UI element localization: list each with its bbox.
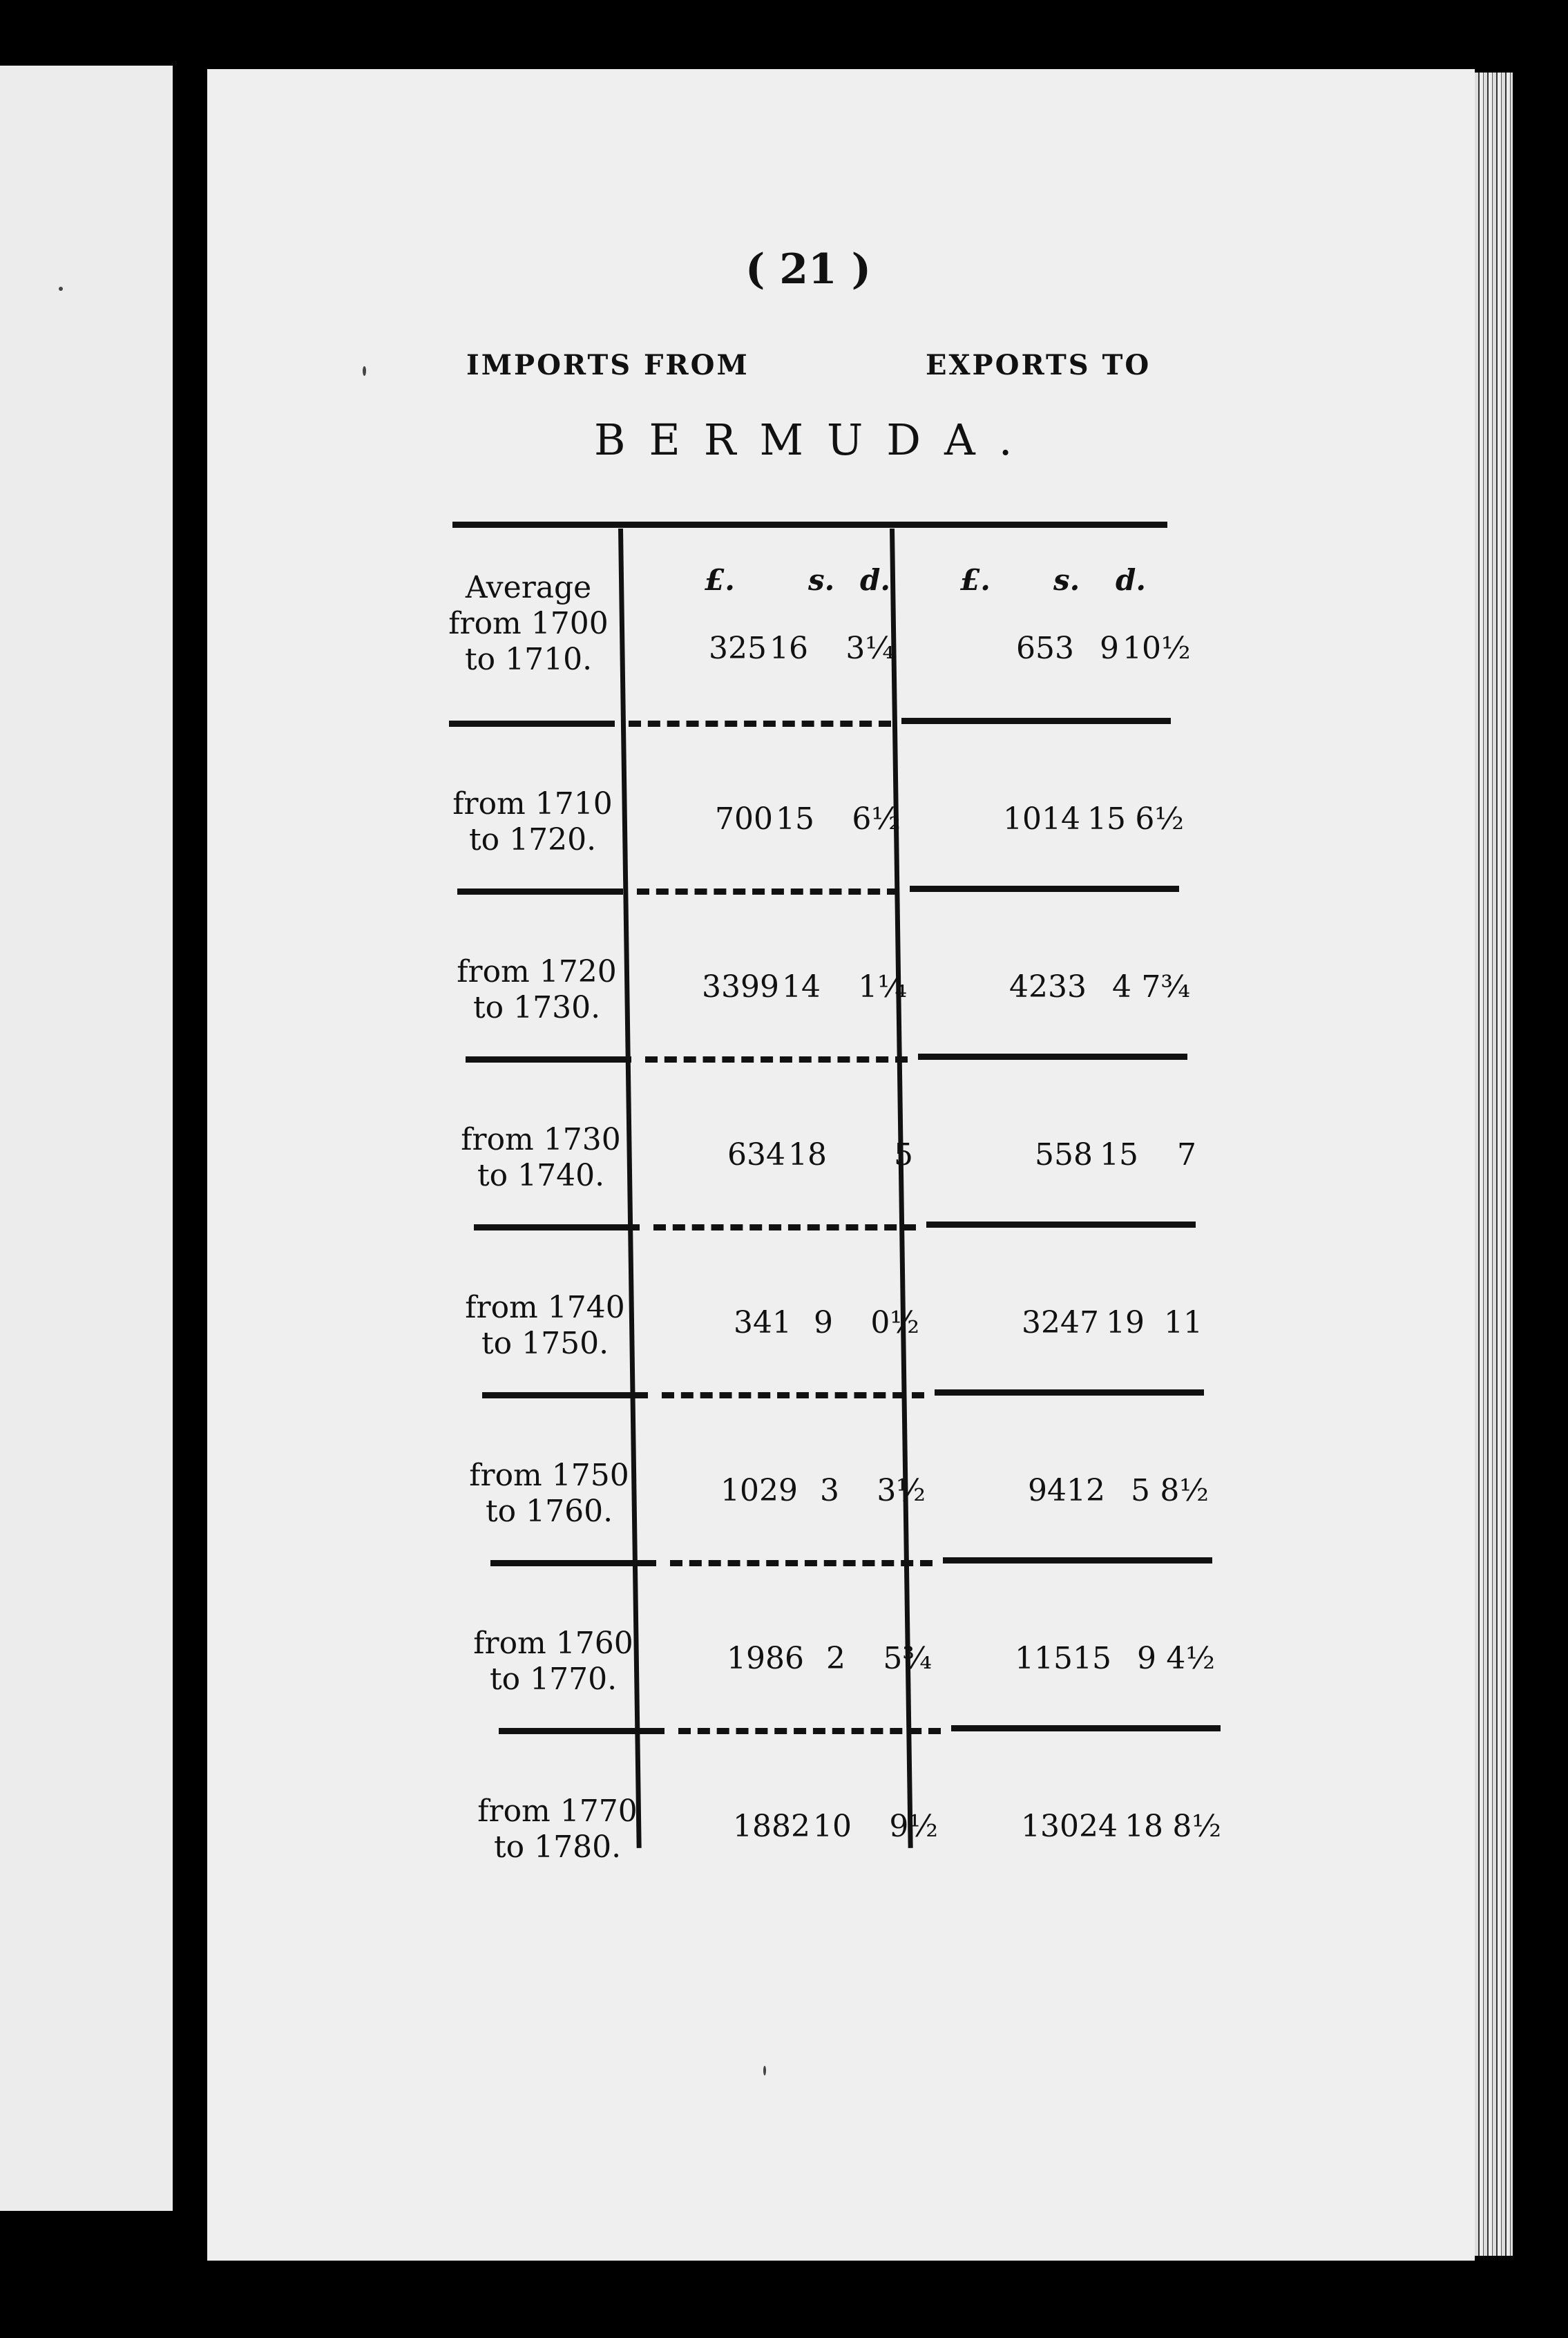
- exports-pence: 7: [1177, 1137, 1196, 1172]
- row-separator: [910, 886, 1179, 892]
- imports-unit-2: d.: [860, 563, 890, 597]
- exports-pence: 4½: [1166, 1641, 1215, 1676]
- speck: [59, 287, 63, 291]
- row-label-to: to 1750.: [481, 1326, 609, 1361]
- row-separator: [637, 888, 899, 895]
- row-separator: [490, 1560, 656, 1566]
- imports-pence: 0½: [870, 1305, 919, 1340]
- row-separator: [901, 718, 1171, 724]
- imports-shillings: 16: [769, 631, 808, 666]
- exports-pounds: 3247: [1022, 1305, 1099, 1340]
- exports-pounds: 9412: [1028, 1473, 1105, 1508]
- row-label-top: Average: [465, 570, 592, 605]
- row-separator: [645, 1056, 908, 1063]
- imports-shillings: 18: [788, 1137, 827, 1172]
- exports-pounds: 1014: [1003, 801, 1080, 837]
- row-label-to: to 1730.: [472, 990, 601, 1025]
- exports-pence: 7¾: [1141, 969, 1190, 1005]
- imports-shillings: 3: [820, 1473, 839, 1508]
- speck: [363, 366, 366, 376]
- exports-pence: 6½: [1135, 801, 1184, 837]
- imports-shillings: 10: [813, 1809, 852, 1844]
- exports-shillings: 9: [1137, 1641, 1156, 1676]
- imports-pounds: 1986: [727, 1641, 804, 1676]
- row-label-from: from 1730: [461, 1122, 621, 1157]
- exports-pence: 11: [1164, 1305, 1203, 1340]
- facing-page: [0, 66, 173, 2211]
- table-title: BERMUDA.: [594, 415, 1036, 465]
- row-separator: [670, 1560, 933, 1566]
- exports-pence: 8½: [1172, 1809, 1221, 1844]
- row-label-from: from 1700: [448, 606, 609, 641]
- exports-pence: 8½: [1160, 1473, 1209, 1508]
- imports-pounds: 1882: [733, 1809, 810, 1844]
- row-label-to: to 1720.: [468, 822, 597, 857]
- exports-unit-2: d.: [1116, 563, 1146, 597]
- exports-pounds: 558: [1035, 1137, 1093, 1172]
- row-separator: [449, 721, 615, 727]
- row-separator: [653, 1224, 916, 1230]
- imports-pounds: 1029: [720, 1473, 798, 1508]
- row-label-from: from 1720: [457, 954, 617, 989]
- exports-pounds: 13024: [1021, 1809, 1118, 1844]
- exports-shillings: 4: [1112, 969, 1131, 1005]
- imports-unit-1: s.: [808, 563, 835, 597]
- imports-shillings: 2: [826, 1641, 845, 1676]
- imports-pounds: 700: [715, 801, 773, 837]
- row-separator: [678, 1728, 941, 1734]
- row-separator: [457, 888, 623, 895]
- exports-unit-1: s.: [1053, 563, 1080, 597]
- row-separator: [943, 1557, 1212, 1564]
- row-separator: [935, 1389, 1204, 1396]
- row-label-to: to 1760.: [485, 1494, 613, 1529]
- imports-pence: 3½: [877, 1473, 926, 1508]
- row-label-to: to 1710.: [464, 642, 593, 677]
- row-separator: [926, 1222, 1196, 1228]
- exports-shillings: 19: [1106, 1305, 1145, 1340]
- exports-shillings: 15: [1100, 1137, 1138, 1172]
- exports-pounds: 653: [1016, 631, 1074, 666]
- row-label-from: from 1770: [477, 1794, 638, 1829]
- exports-pence: 10½: [1122, 631, 1191, 666]
- imports-header: IMPORTS FROM: [466, 349, 749, 381]
- page-number: ( 21 ): [745, 245, 872, 294]
- exports-header: EXPORTS TO: [926, 349, 1151, 381]
- row-label-from: from 1760: [473, 1626, 633, 1661]
- row-separator: [918, 1054, 1187, 1060]
- imports-pounds: 325: [709, 631, 767, 666]
- imports-pence: 1¼: [858, 969, 907, 1005]
- exports-shillings: 15: [1087, 801, 1126, 837]
- row-separator: [951, 1725, 1221, 1731]
- speck: [763, 2066, 766, 2075]
- exports-shillings: 18: [1125, 1809, 1163, 1844]
- imports-pounds: 341: [734, 1305, 792, 1340]
- book-gutter: [173, 0, 207, 2338]
- imports-pounds: 634: [727, 1137, 785, 1172]
- row-separator: [662, 1392, 924, 1398]
- row-label-to: to 1770.: [489, 1662, 618, 1697]
- imports-shillings: 14: [782, 969, 821, 1005]
- imports-pounds: 3399: [702, 969, 779, 1005]
- row-separator: [629, 721, 891, 727]
- exports-shillings: 9: [1100, 631, 1119, 666]
- row-separator: [482, 1392, 648, 1398]
- exports-shillings: 5: [1131, 1473, 1150, 1508]
- imports-unit-0: £.: [705, 563, 735, 597]
- exports-unit-0: £.: [960, 563, 991, 597]
- page-edge: [1475, 73, 1513, 2256]
- top-rule: [452, 522, 1167, 528]
- imports-shillings: 15: [776, 801, 814, 837]
- imports-pence: 3¼: [845, 631, 895, 666]
- row-separator: [474, 1224, 640, 1230]
- row-separator: [466, 1056, 631, 1063]
- row-label-from: from 1750: [469, 1458, 629, 1493]
- row-label-to: to 1740.: [477, 1158, 605, 1193]
- imports-pence: 5¾: [883, 1641, 932, 1676]
- imports-pence: 5: [894, 1137, 913, 1172]
- row-label-to: to 1780.: [493, 1829, 622, 1865]
- imports-shillings: 9: [814, 1305, 833, 1340]
- page: [207, 69, 1475, 2261]
- exports-pounds: 11515: [1015, 1641, 1111, 1676]
- imports-pence: 9½: [889, 1809, 938, 1844]
- row-separator: [499, 1728, 665, 1734]
- exports-pounds: 4233: [1009, 969, 1087, 1005]
- row-label-from: from 1710: [452, 786, 613, 821]
- imports-pence: 6½: [852, 801, 901, 837]
- row-label-from: from 1740: [465, 1290, 625, 1325]
